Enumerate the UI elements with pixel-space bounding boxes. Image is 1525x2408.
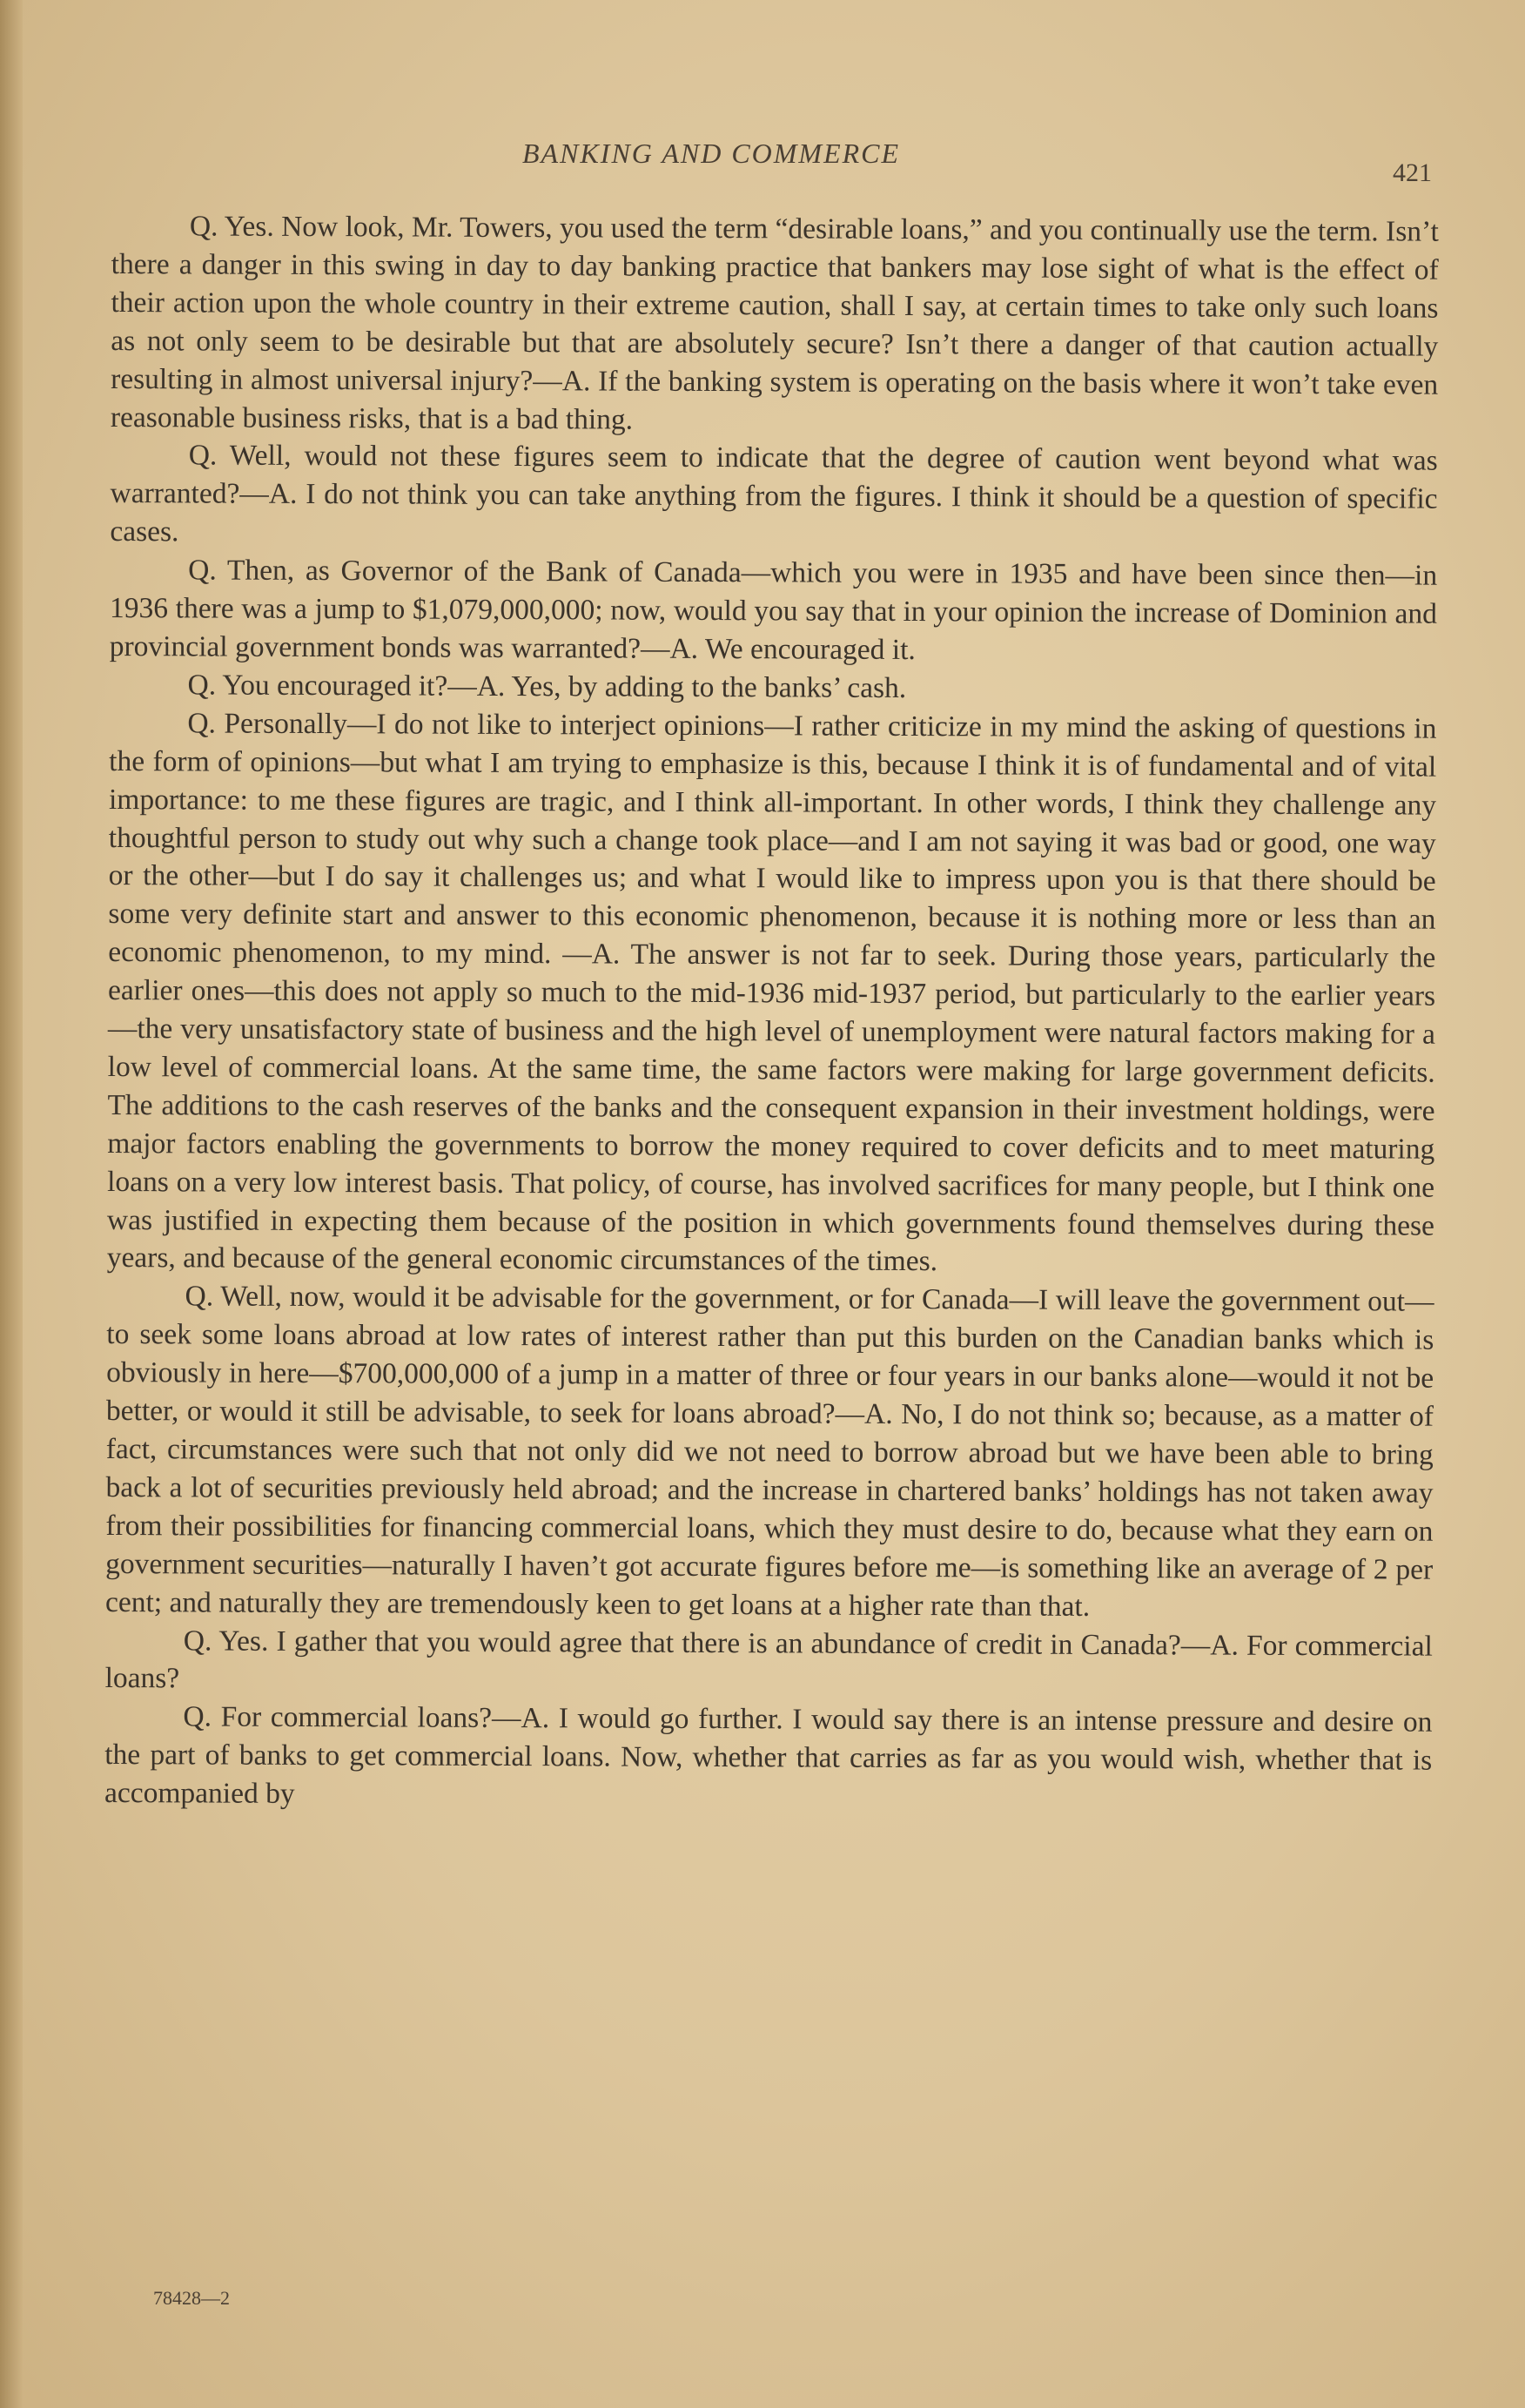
print-code: 78428—2	[153, 2287, 230, 2309]
paragraph: Q. You encouraged it?—A. Yes, by adding to the banks’ cash.	[187, 669, 907, 704]
paragraph: Q. Yes. I gather that you would agree that there is an abundance of credit in Canada?—A. For commercial loans?	[104, 1624, 1433, 1695]
page-number: 421	[1393, 158, 1432, 187]
running-head: BANKING AND COMMERCE	[522, 138, 901, 169]
paragraph: Q. Well, would not these figures seem to indicate that the degree of caution went beyond what was warranted?—A. I do not think you can take anything from the figures. I think it should be a question of specific cases.	[110, 439, 1438, 548]
paragraph: Q. For commercial loans?—A. I would go further. I would say there is an intense pressure and desire on the part of banks to get commercial loans. Now, whether that carries as far as you would wish, whether that is accompanied by	[104, 1700, 1433, 1811]
paragraph: Q. Personally—I do not like to interject opinions—I rather criticize in my mind the asking of questions in the form of opinions—but what I am trying to emphasize is this, because I think it is of fundamental and of vital importance: to me these figures are tragic, and I think all-important. In other words, I think they challenge any thoughtful person to study out why such a change took place—and I am not saying it was bad or good, one way or the other—but I do say it challenges us; and what I would like to impress upon you is that there should be some very definite start and answer to this economic phenomenon, because it is nothing more or less than an economic phenomenon, to my mind. —A. The answer is not far to seek. During those years, particularly the earlier ones—this does not apply so much to the mid-1936 mid-1937 period, but particularly to the earlier years—the very unsatisfactory state of business and the high level of unemployment were natural factors making for a low level of commercial loans. At the same time, the same factors were making for large government deficits. The additions to the cash reserves of the banks and the consequent expansion in their investment holdings, were major factors enabling the governments to borrow the money required to cover deficits and to meet maturing loans on a very low interest basis. That policy, of course, has involved sacrifices for many people, but I think one was justified in expecting them because of the position in which governments found themselves during these years, and because of the general economic circumstances of the times.	[106, 707, 1437, 1278]
body-text	[104, 207, 1439, 1819]
paragraph: Q. Well, now, would it be advisable for the government, or for Canada—I will leave the government out—to seek some loans abroad at low rates of interest rather than put this burden on the Canadian banks which is obviously in here—$700,000,000 of a jump in a matter of three or four years in our banks alone—would it not be better, or would it still be advisable, to seek for loans abroad?—A. No, I do not think so; because, as a matter of fact, circumstances were such that not only did we not need to borrow abroad but we have been able to bring back a lot of securities previously held abroad; and the increase in chartered banks’ holdings has not taken away from their possibilities for financing commercial loans, which they must desire to do, because what they earn on government securities—naturally I haven’t got accurate figures before me—is something like an average of 2 per cent; and naturally they are tremendously keen to get loans at a higher rate than that.	[104, 1280, 1434, 1623]
page-header	[0, 138, 1525, 190]
page-gutter-shadow	[0, 0, 23, 2408]
paragraph: Q. Yes. Now look, Mr. Towers, you used the term “desirable loans,” and you continually use the term. Isn’t there a danger in this swing in day to day banking practice that bankers may lose sight of what is the effect of their action upon the whole country in their extreme caution, shall I say, at certain times to take only such loans as not only seem to be desirable but that are absolutely secure? Isn’t there a danger of that caution actually resulting in almost universal injury?—A. If the banking system is operating on the basis where it won’t take even reasonable business risks, that is a bad thing.	[110, 210, 1439, 436]
paragraph: Q. Then, as Governor of the Bank of Canada—which you were in 1935 and have been since then—in 1936 there was a jump to $1,079,000,000; now, would you say that in your opinion the increase of Dominion and provincial government bonds was warranted?—A. We encouraged it.	[109, 554, 1438, 667]
